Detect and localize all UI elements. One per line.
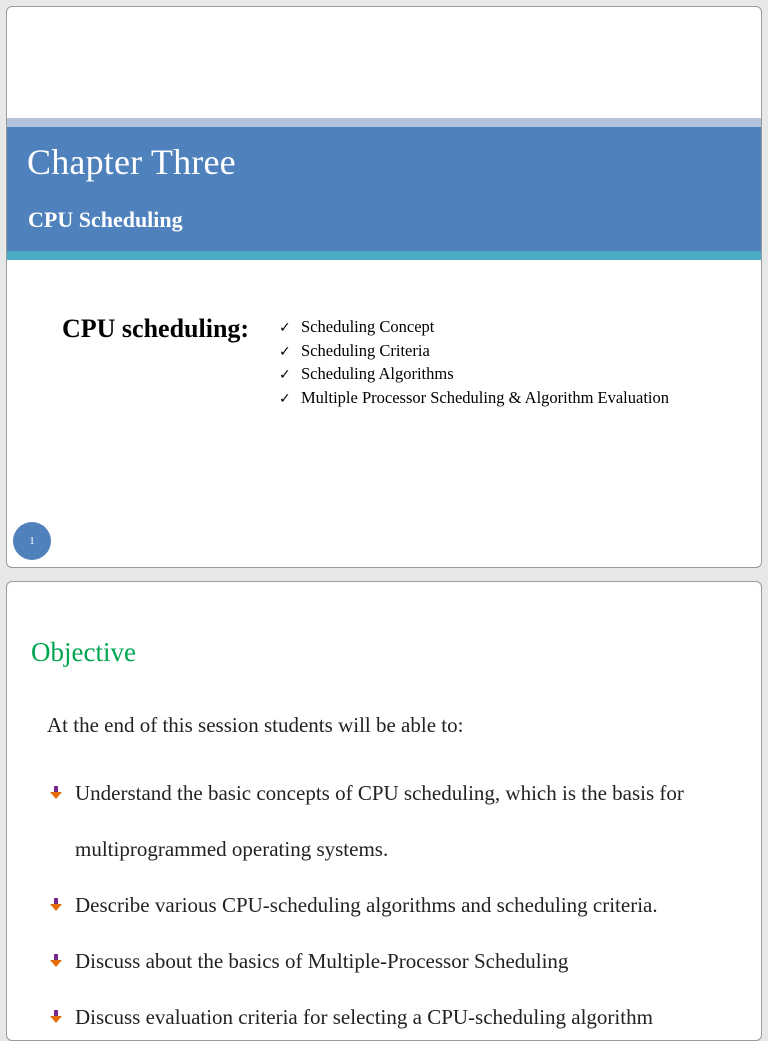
- checkmark-icon: ✓: [279, 343, 291, 360]
- topic-item: [279, 316, 669, 340]
- topic-item: [279, 340, 669, 364]
- objective-intro: At the end of this session students will be able to:: [47, 713, 464, 737]
- chapter-subtitle: CPU Scheduling: [28, 207, 183, 232]
- header-top-stripe: [7, 118, 761, 127]
- objective-item: [45, 877, 755, 933]
- objective-item-label: Describe various CPU-scheduling algorithms and scheduling criteria.: [75, 893, 658, 917]
- slide-2: [6, 581, 762, 1041]
- page-number-badge: 1: [13, 522, 51, 560]
- checkmark-icon: ✓: [279, 390, 291, 407]
- objective-title: Objective: [31, 637, 136, 667]
- header-bottom-stripe: [7, 251, 761, 260]
- objective-item: [45, 989, 755, 1041]
- chapter-title: Chapter Three: [27, 142, 236, 182]
- topic-item-label: Scheduling Concept: [301, 317, 435, 336]
- slide-1: [6, 6, 762, 568]
- arrow-bullet-icon: [45, 765, 67, 821]
- objective-item-label: Discuss evaluation criteria for selecting a CPU-scheduling algorithm: [75, 1005, 653, 1029]
- topic-item-label: Scheduling Criteria: [301, 340, 430, 360]
- objective-item-label: Understand the basic concepts of CPU scheduling, which is the basis for multiprogrammed operating systems.: [75, 781, 684, 861]
- topic-item: [279, 363, 669, 387]
- topic-item-label: Multiple Processor Scheduling & Algorithm Evaluation: [301, 387, 670, 407]
- arrow-bullet-icon: [45, 877, 67, 933]
- arrow-bullet-icon: [45, 989, 67, 1041]
- objective-item: [45, 933, 755, 989]
- topic-item: [279, 387, 669, 411]
- checkmark-icon: ✓: [279, 367, 291, 383]
- topic-label: CPU scheduling:: [62, 314, 250, 343]
- arrow-bullet-icon: [45, 933, 67, 989]
- objective-list: [45, 765, 755, 1041]
- objective-item: [45, 765, 755, 877]
- topic-item-label: Scheduling Algorithms: [301, 364, 454, 383]
- checkmark-icon: ✓: [279, 320, 291, 336]
- topic-list: [279, 316, 669, 410]
- objective-item-label: Discuss about the basics of Multiple-Processor Scheduling: [75, 949, 569, 973]
